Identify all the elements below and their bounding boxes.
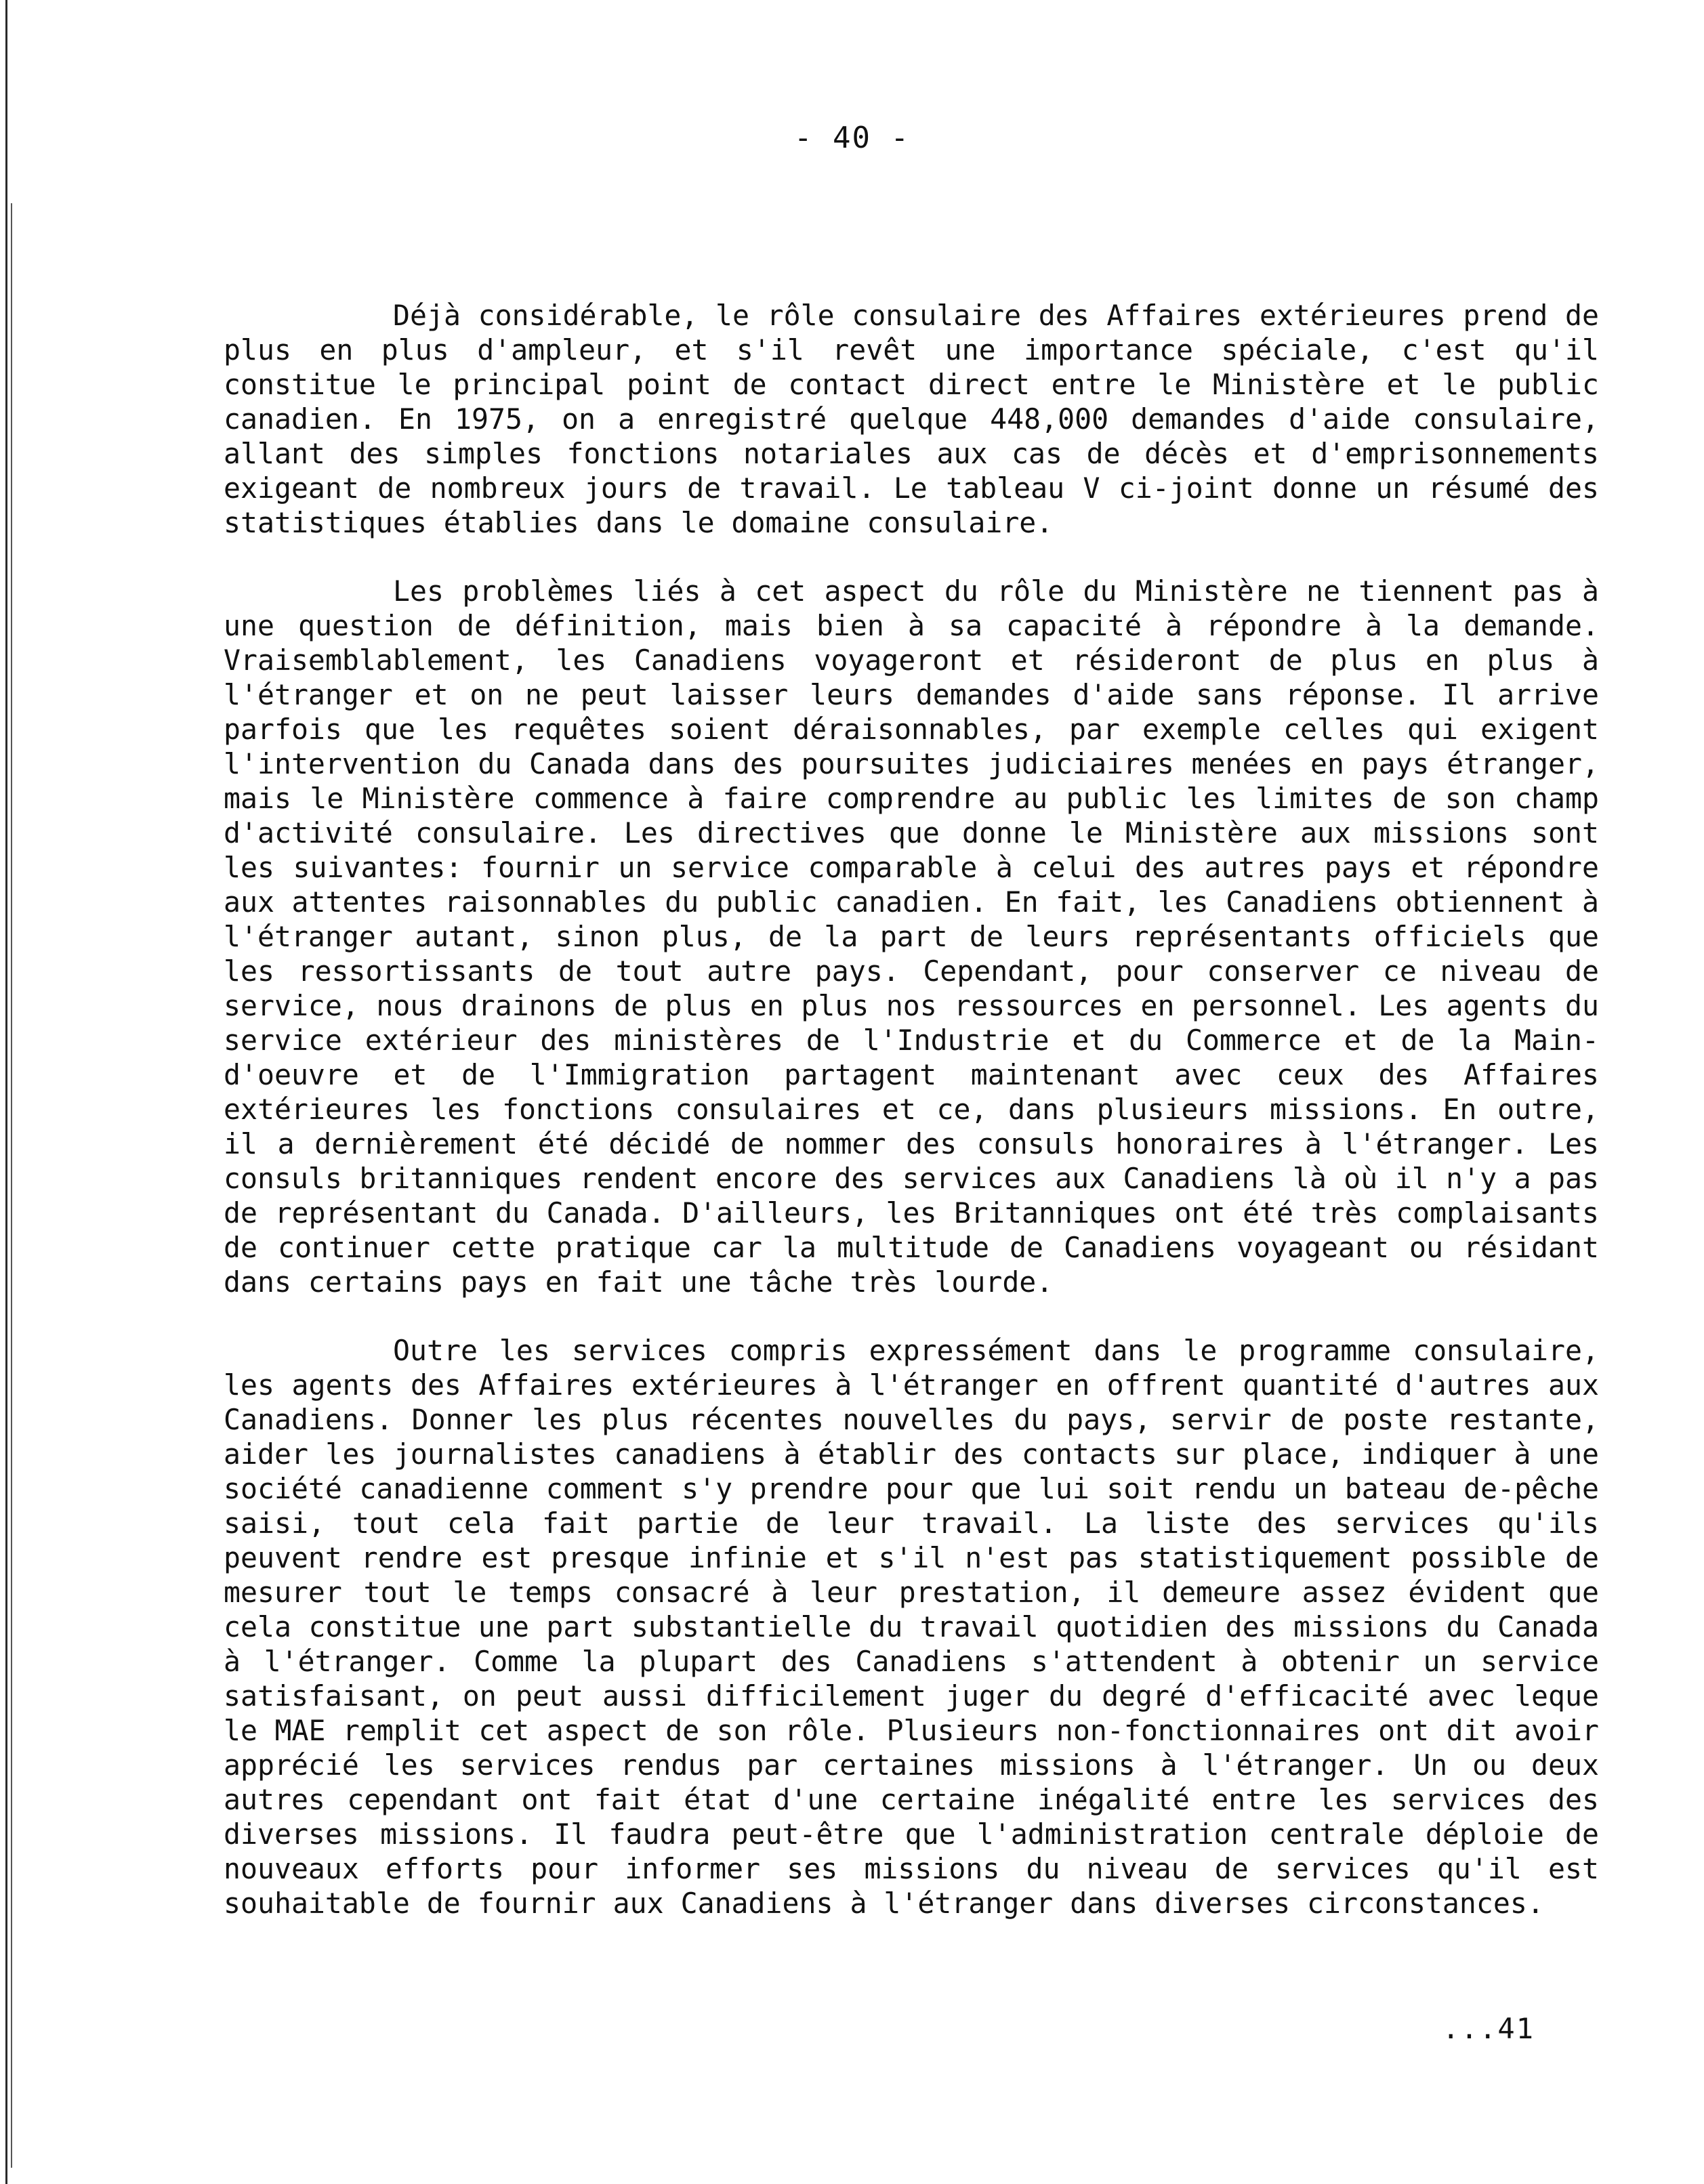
- continuation-marker: ...41: [1442, 2012, 1535, 2045]
- body-text: [224, 298, 1599, 1954]
- page-number: - 40 -: [794, 121, 910, 155]
- paragraph: Les problèmes liés à cet aspect du rôle du Ministère ne tiennent pas à une question de définition, mais bien à sa capacité à répondre à la demande. Vraisemblablement, les Canadiens voyageront et résideront de plus en plus à l'étranger et on ne peut laisser leurs demandes d'aide sans réponse. Il arrive parfois que les requêtes soient déraisonnables, par exemple celles qui exigent l'intervention du Canada dans des poursuites judiciaires menées en pays étranger, mais le Ministère commence à faire comprendre au public les limites de son champ d'activité consulaire. Les directives que donne le Ministère aux missions sont les suivantes: fournir un service comparable à celui des autres pays et répondre aux attentes raisonnables du public canadien. En fait, les Canadiens obtiennent à l'étranger autant, sinon plus, de la part de leurs représentants officiels que les ressortissants de tout autre pays. Cependant, pour conserver ce niveau de service, nous drainons de plus en plus nos ressources en personnel. Les agents du service extérieur des ministères de l'Industrie et du Commerce et de la Main-d'oeuvre et de l'Immigration partagent maintenant avec ceux des Affaires extérieures les fonctions consulaires et ce, dans plusieurs missions. En outre, il a dernièrement été décidé de nommer des consuls honoraires à l'étranger. Les consuls britanniques rendent encore des services aux Canadiens là où il n'y a pas de représentant du Canada. D'ailleurs, les Britanniques ont été très complaisants de continuer cette pratique car la multitude de Canadiens voyageant ou résidant dans certains pays en fait une tâche très lourde.: [224, 574, 1599, 1299]
- binding-line: [11, 203, 12, 2168]
- binding-line: [5, 0, 7, 2184]
- binding-edge: [0, 0, 15, 2184]
- paragraph: Déjà considérable, le rôle consulaire des Affaires extérieures prend de plus en plus d'ampleur, et s'il revêt une importance spéciale, c'est qu'il constitue le principal point de contact direct entre le Ministère et le public canadien. En 1975, on a enregistré quelque 448,000 demandes d'aide consulaire, allant des simples fonctions notariales aux cas de décès et d'emprisonnements exigeant de nombreux jours de travail. Le tableau V ci-joint donne un résumé des statistiques établies dans le domaine consulaire.: [224, 299, 1599, 539]
- paragraph: Outre les services compris expressément dans le programme consulaire, les agents des Affaires extérieures à l'étranger en offrent quantité d'autres aux Canadiens. Donner les plus récentes nouvelles du pays, servir de poste restante, aider les journalistes canadiens à établir des contacts sur place, indiquer à une société canadienne comment s'y prendre pour que lui soit rendu un bateau de-pêche saisi, tout cela fait partie de leur travail. La liste des services qu'ils peuvent rendre est presque infinie et s'il n'est pas statistiquement possible de mesurer tout le temps consacré à leur prestation, il demeure assez évident que cela constitue une part substantielle du travail quotidien des missions du Canada à l'étranger. Comme la plupart des Canadiens s'attendent à obtenir un service satisfaisant, on peut aussi difficilement juger du degré d'efficacité avec leque le MAE remplit cet aspect de son rôle. Plusieurs non-fonctionnaires ont dit avoir apprécié les services rendus par certaines missions à l'étranger. Un ou deux autres cependant ont fait état d'une certaine inégalité entre les services des diverses missions. Il faudra peut-être que l'administration centrale déploie de nouveaux efforts pour informer ses missions du niveau de services qu'il est souhaitable de fournir aux Canadiens à l'étranger dans diverses circonstances.: [224, 1334, 1599, 1920]
